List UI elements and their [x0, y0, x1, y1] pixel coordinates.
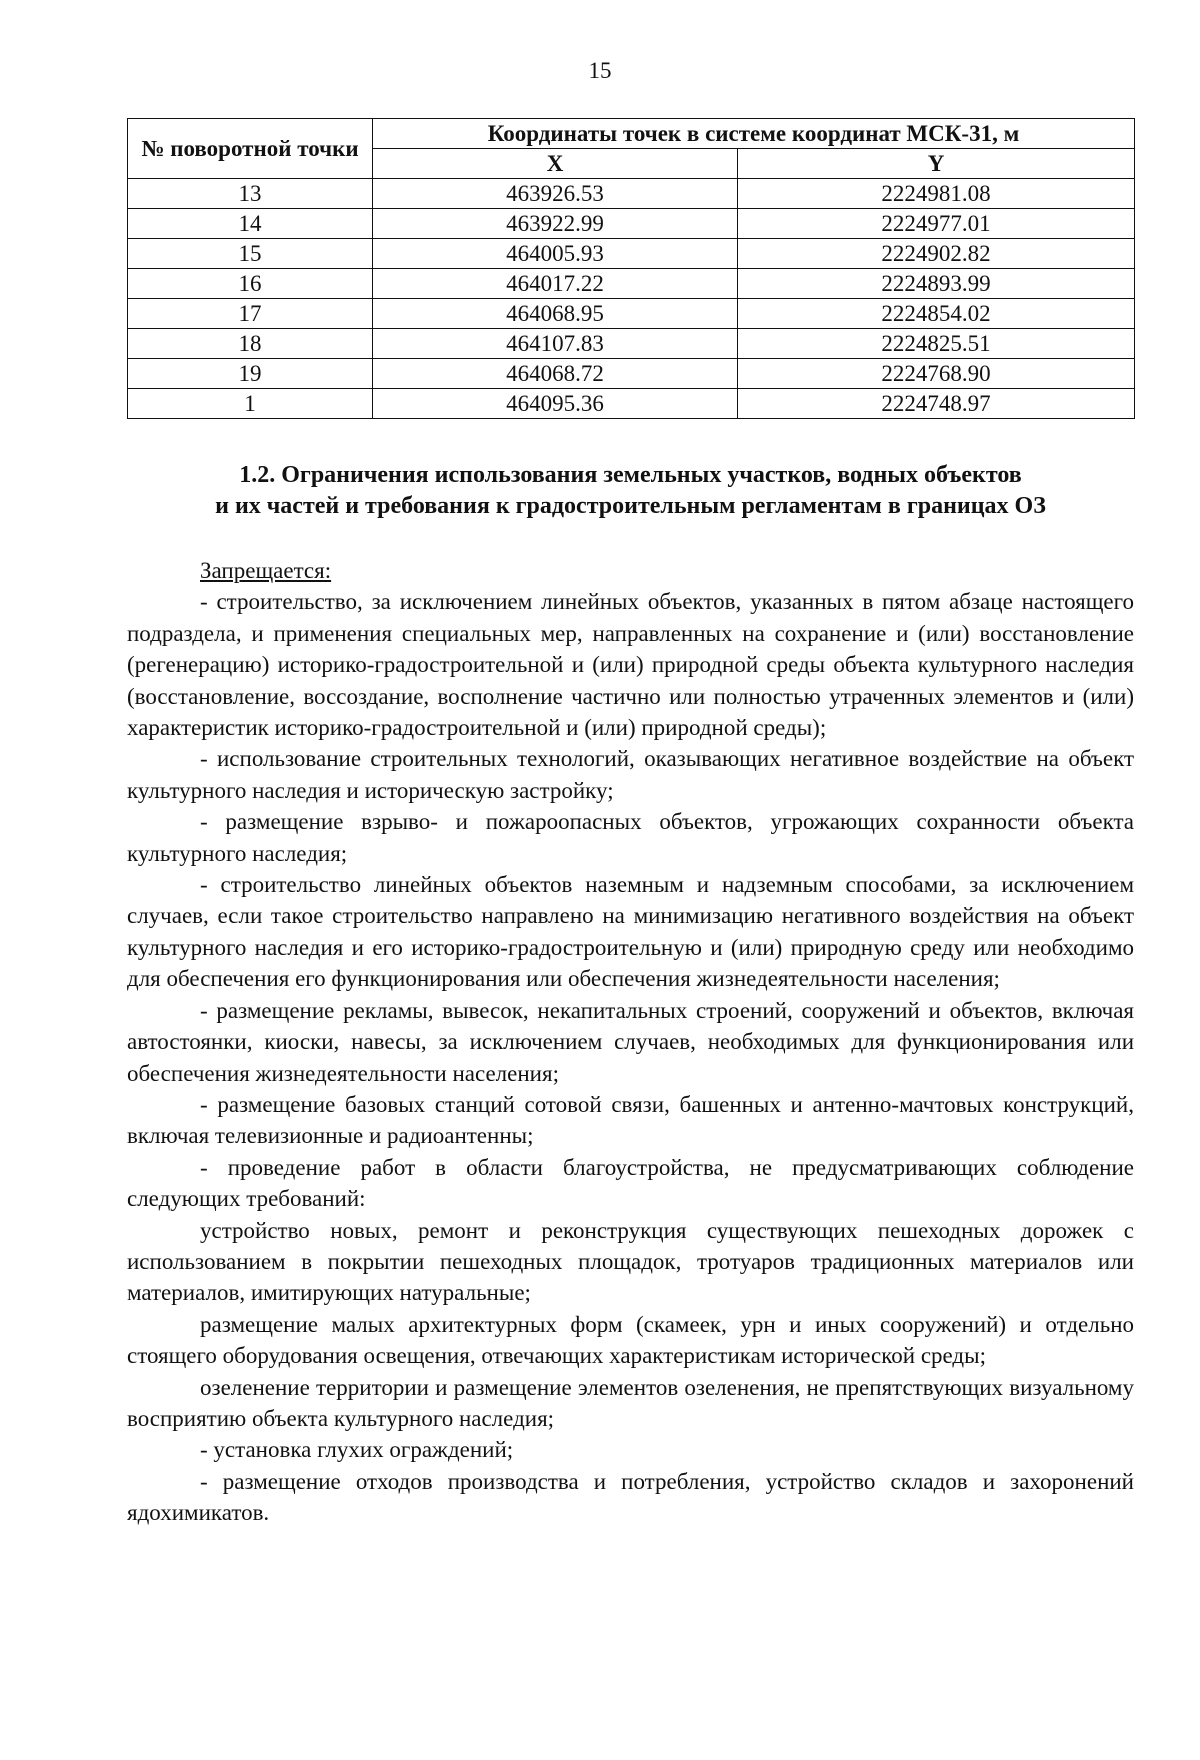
- section-heading-line: 1.2. Ограничения использования земельных участков, водных объектов: [239, 462, 1022, 488]
- paragraph: - строительство линейных объектов наземным и надземным способами, за исключением случаев, если такое строительство направлено на минимизацию негативного воздействия на объект культурного наследия и его историко-градостроительную и (или) природную среду или необходимо для обеспечения его функционирования или обеспечения жизнедеятельности населения;: [127, 872, 1134, 992]
- y-cell: 2224893.99: [738, 269, 1135, 299]
- paragraph: - размещение отходов производства и потребления, устройство складов и захоронений ядохимикатов.: [127, 1468, 1134, 1526]
- paragraph: - размещение базовых станций сотовой связи, башенных и антенно-мачтовых конструкций, включая телевизионные и радиоантенны;: [127, 1091, 1134, 1149]
- section-heading-line: и их частей и требования к градостроительным регламентам в границах ОЗ: [215, 493, 1046, 519]
- page-number: 15: [588, 58, 612, 83]
- y-cell: 2224854.02: [738, 299, 1135, 329]
- paragraph: устройство новых, ремонт и реконструкция существующих пешеходных дорожек с использованием в покрытии пешеходных площадок, тротуаров традиционных материалов или материалов, имитирующих натуральные;: [127, 1217, 1134, 1306]
- table-row: [128, 239, 1135, 269]
- y-cell: 2224768.90: [738, 359, 1135, 389]
- table-row: [128, 269, 1135, 299]
- point-number-cell: 18: [128, 329, 373, 359]
- y-cell: 2224977.01: [738, 209, 1135, 239]
- y-cell: 2224902.82: [738, 239, 1135, 269]
- table-row: [128, 179, 1135, 209]
- paragraph: размещение малых архитектурных форм (скамеек, урн и иных сооружений) и отдельно стоящего оборудования освещения, отвечающих характеристикам исторической среды;: [127, 1311, 1134, 1369]
- point-number-cell: 15: [128, 239, 373, 269]
- x-cell: 464005.93: [373, 239, 738, 269]
- point-number-cell: 14: [128, 209, 373, 239]
- x-cell: 463926.53: [373, 179, 738, 209]
- paragraph: - проведение работ в области благоустройства, не предусматривающих соблюдение следующих требований:: [127, 1154, 1134, 1212]
- point-number-cell: 1: [128, 389, 373, 419]
- point-number-cell: 17: [128, 299, 373, 329]
- paragraph: - размещение взрыво- и пожароопасных объектов, угрожающих сохранности объекта культурного наследия;: [127, 809, 1134, 866]
- coordinates-table: [127, 118, 1135, 419]
- table-row: [128, 299, 1135, 329]
- paragraph: - установка глухих ограждений;: [200, 1437, 514, 1463]
- section-body: [127, 555, 1134, 1529]
- paragraph: - строительство, за исключением линейных объектов, указанных в пятом абзаце настоящего подраздела, и применения специальных мер, направленных на сохранение и (или) восстановление (регенерацию) историко-градостроительной и (или) природной среды объекта культурного наследия (восстановление, воссоздание, восполнение частично или полностью утраченных элементов и (или) характеристик историко-градостроительной и (или) природной среды);: [127, 589, 1134, 741]
- coordinates-header: Координаты точек в системе координат МСК-31, м: [373, 119, 1135, 149]
- section-heading: [127, 460, 1134, 522]
- point-number-cell: 13: [128, 179, 373, 209]
- table-row: [128, 389, 1135, 419]
- x-cell: 464095.36: [373, 389, 738, 419]
- point-number-cell: 16: [128, 269, 373, 299]
- prohibited-lead: Запрещается:: [200, 558, 332, 583]
- table-header-row: [128, 119, 1135, 149]
- x-cell: 464107.83: [373, 329, 738, 359]
- table-row: [128, 359, 1135, 389]
- x-cell: 464068.95: [373, 299, 738, 329]
- x-cell: 464068.72: [373, 359, 738, 389]
- table-row: [128, 209, 1135, 239]
- y-header: Y: [738, 149, 1135, 179]
- x-header: X: [373, 149, 738, 179]
- y-cell: 2224981.08: [738, 179, 1135, 209]
- point-number-header: № поворотной точки: [128, 119, 373, 179]
- table-row: [128, 329, 1135, 359]
- paragraph: - размещение рекламы, вывесок, некапитальных строений, сооружений и объектов, включая автостоянки, киоски, навесы, за исключением случаев, необходимых для функционирования или обеспечения жизнедеятельности населения;: [127, 997, 1134, 1086]
- point-number-cell: 19: [128, 359, 373, 389]
- y-cell: 2224748.97: [738, 389, 1135, 419]
- paragraph: озеленение территории и размещение элементов озеленения, не препятствующих визуальному восприятию объекта культурного наследия;: [127, 1374, 1134, 1431]
- y-cell: 2224825.51: [738, 329, 1135, 359]
- paragraph: - использование строительных технологий, оказывающих негативное воздействие на объект культурного наследия и историческую застройку;: [127, 746, 1134, 803]
- x-cell: 463922.99: [373, 209, 738, 239]
- x-cell: 464017.22: [373, 269, 738, 299]
